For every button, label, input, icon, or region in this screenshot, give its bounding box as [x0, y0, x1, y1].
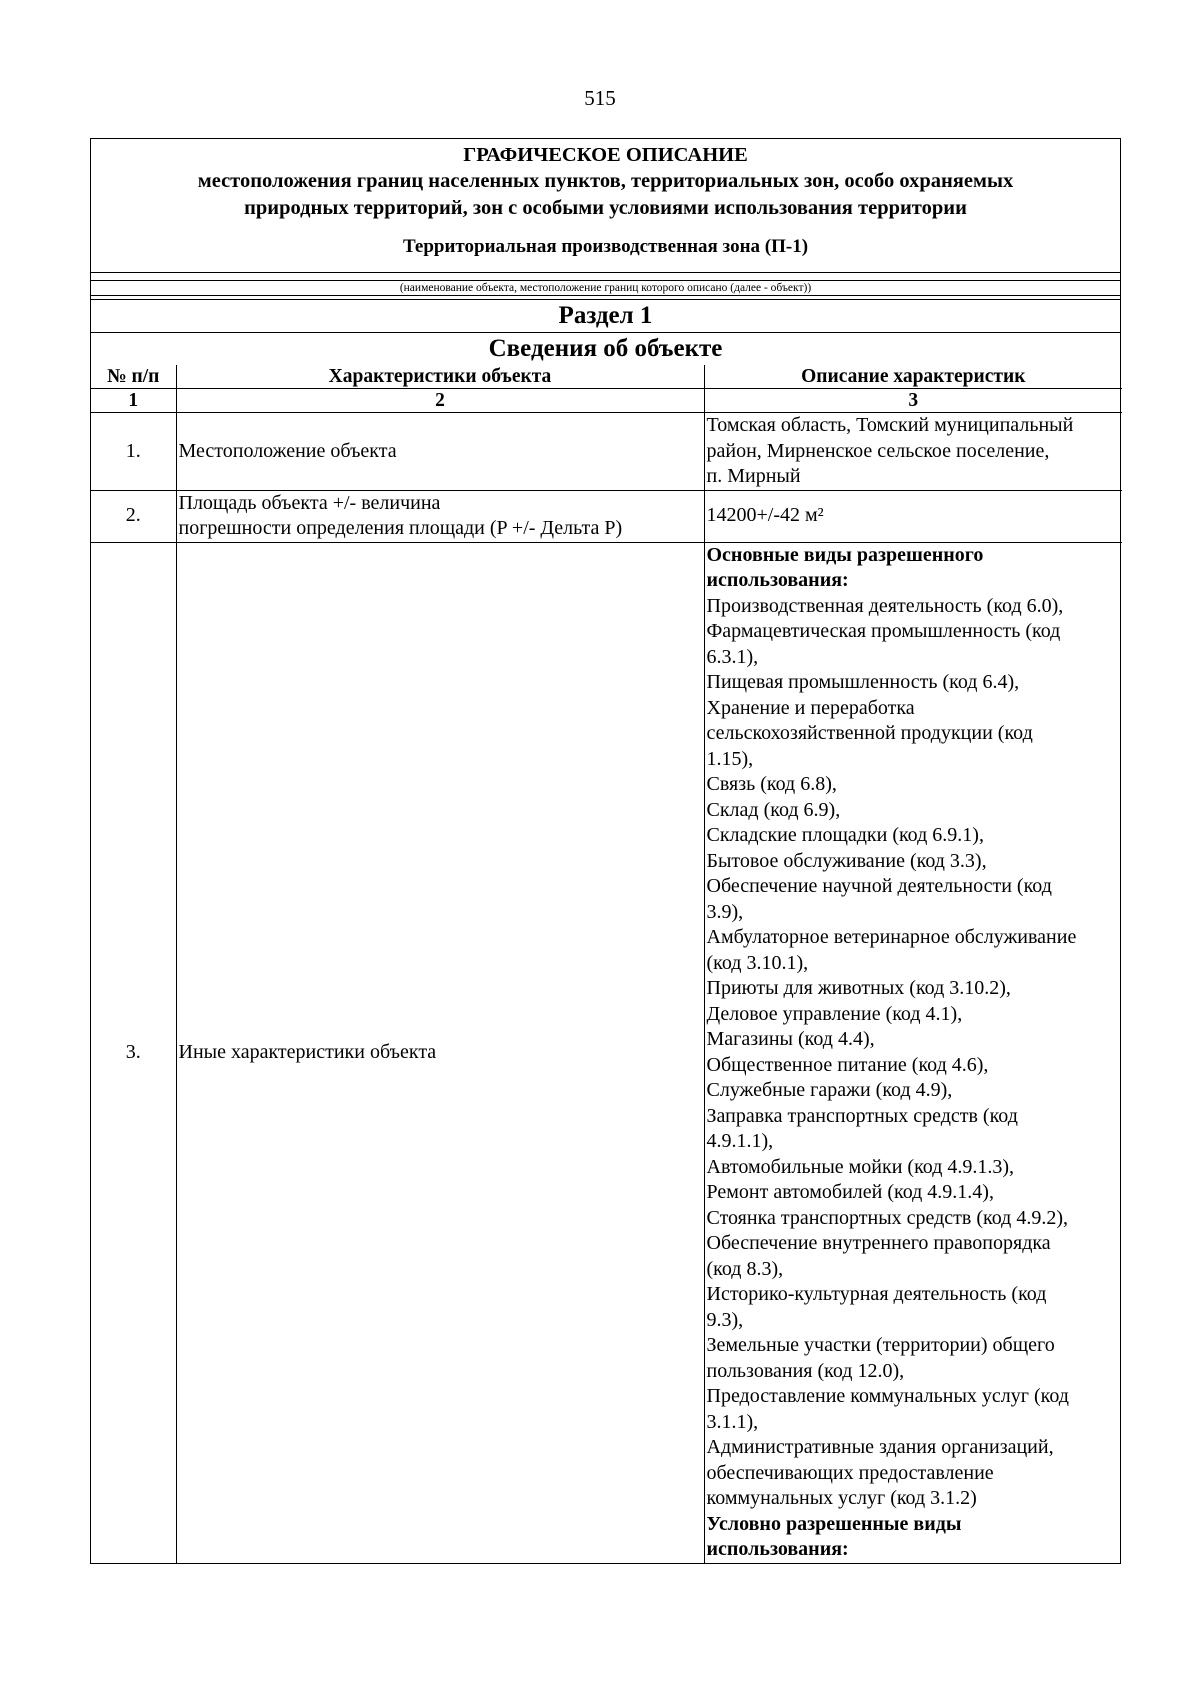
section-subtitle: Сведения об объекте [91, 332, 1120, 365]
permitted-use-line: Обеспечение внутреннего правопорядка [706, 1232, 1051, 1254]
permitted-use-line: 9.3), [706, 1308, 744, 1331]
desc-line: п. Мирный [706, 465, 801, 487]
row-name [176, 490, 704, 542]
permitted-use-line: Деловое управление (код 4.1), [706, 1002, 963, 1025]
permitted-use-line: Фармацевтическая промышленность (код [706, 620, 1061, 642]
permitted-use-line: Предоставление коммунальных услуг (код [706, 1385, 1069, 1407]
permitted-use-line: Складские площадки (код 6.9.1), [706, 824, 984, 846]
col-number: 2 [176, 389, 704, 413]
desc-line: Томская область, Томский муниципальный [706, 414, 1074, 436]
permitted-use-line: коммунальных услуг (код 3.1.2) [706, 1487, 977, 1509]
desc-footer: использования: [706, 1538, 849, 1560]
permitted-use-line: Хранение и переработка [706, 696, 915, 719]
name-line: погрешности определения площади (P +/- Дельта P) [178, 517, 623, 539]
title-block [91, 139, 1120, 272]
permitted-use-line: Историко-культурная деятельность (код [706, 1283, 1047, 1305]
col-number: 1 [91, 389, 176, 413]
permitted-use-line: 4.9.1.1), [706, 1130, 774, 1152]
permitted-use-line: Земельные участки (территории) общего [706, 1334, 1055, 1356]
desc-footer: Условно разрешенные виды [706, 1512, 962, 1535]
permitted-use-line: (код 3.10.1), [706, 951, 809, 974]
row-number: 3. [91, 542, 176, 1563]
subtitle-line: природных территорий, зон с особыми условиями использования территории [244, 197, 967, 219]
permitted-use-line: Пищевая промышленность (код 6.4), [706, 671, 1020, 693]
permitted-use-line: 6.3.1), [706, 645, 759, 668]
column-numbers-row [91, 389, 1122, 413]
permitted-use-line: (код 8.3), [706, 1257, 784, 1280]
page-number: 515 [584, 86, 616, 110]
row-description [704, 542, 1122, 1563]
document-title: ГРАФИЧЕСКОЕ ОПИСАНИЕ [463, 144, 748, 166]
header-description: Описание характеристик [704, 365, 1122, 389]
object-info-table [91, 365, 1122, 1563]
permitted-use-line: Ремонт автомобилей (код 4.9.1.4), [706, 1181, 994, 1203]
header-characteristics: Характеристики объекта [176, 365, 704, 389]
permitted-use-line: Стоянка транспортных средств (код 4.9.2), [706, 1206, 1068, 1229]
desc-heading: Основные виды разрешенного [706, 543, 984, 566]
desc-heading: использования: [706, 569, 849, 591]
desc-line: район, Мирненское сельское поселение, [706, 439, 1050, 462]
row-number: 2. [91, 490, 176, 542]
permitted-use-line: Автомобильные мойки (код 4.9.1.3), [706, 1155, 1015, 1178]
section-title: Раздел 1 [91, 299, 1120, 332]
permitted-use-line: Бытовое обслуживание (код 3.3), [706, 849, 987, 872]
table-row [91, 542, 1122, 1563]
row-name: Иные характеристики объекта [176, 542, 704, 1563]
document-frame [90, 138, 1121, 1564]
permitted-use-line: Обеспечение научной деятельности (код [706, 875, 1052, 897]
zone-name: Территориальная производственная зона (П-1) [402, 236, 809, 257]
permitted-use-line: Магазины (код 4.4), [706, 1028, 875, 1050]
permitted-use-line: обеспечивающих предоставление [706, 1461, 994, 1484]
table-row [91, 413, 1122, 491]
permitted-use-line: Производственная деятельность (код 6.0), [706, 594, 1064, 617]
permitted-use-line: Общественное питание (код 4.6), [706, 1053, 989, 1076]
permitted-use-line: Связь (код 6.8), [706, 773, 837, 795]
row-description: 14200+/-42 м² [704, 490, 1122, 542]
permitted-use-line: 3.9), [706, 900, 744, 923]
subtitle-line: местоположения границ населенных пунктов, территориальных зон, особо охраняемых [197, 170, 1014, 192]
permitted-use-line: Служебные гаражи (код 4.9), [706, 1079, 953, 1101]
permitted-use-line: Заправка транспортных средств (код [706, 1104, 1018, 1127]
divider [91, 272, 1120, 277]
permitted-uses-list [707, 594, 1121, 1512]
permitted-use-line: Административные здания организаций, [706, 1436, 1054, 1458]
row-name: Местоположение объекта [176, 413, 704, 491]
header-num: № п/п [91, 365, 176, 389]
row-description [704, 413, 1122, 491]
permitted-use-line: 3.1.1), [706, 1410, 759, 1433]
row-number: 1. [91, 413, 176, 491]
name-line: Площадь объекта +/- величина [178, 491, 441, 514]
col-number: 3 [704, 389, 1122, 413]
table-row [91, 490, 1122, 542]
permitted-use-line: 1.15), [706, 747, 754, 770]
permitted-use-line: Приюты для животных (код 3.10.2), [706, 977, 1011, 999]
permitted-use-line: Склад (код 6.9), [706, 798, 841, 821]
permitted-use-line: Амбулаторное ветеринарное обслуживание [706, 926, 1077, 948]
header-row [91, 365, 1122, 389]
permitted-use-line: пользования (код 12.0), [706, 1359, 905, 1382]
object-note: (наименование объекта, местоположение границ которого описано (далее - объект)) [91, 280, 1120, 296]
permitted-use-line: сельскохозяйственной продукции (код [706, 722, 1033, 744]
